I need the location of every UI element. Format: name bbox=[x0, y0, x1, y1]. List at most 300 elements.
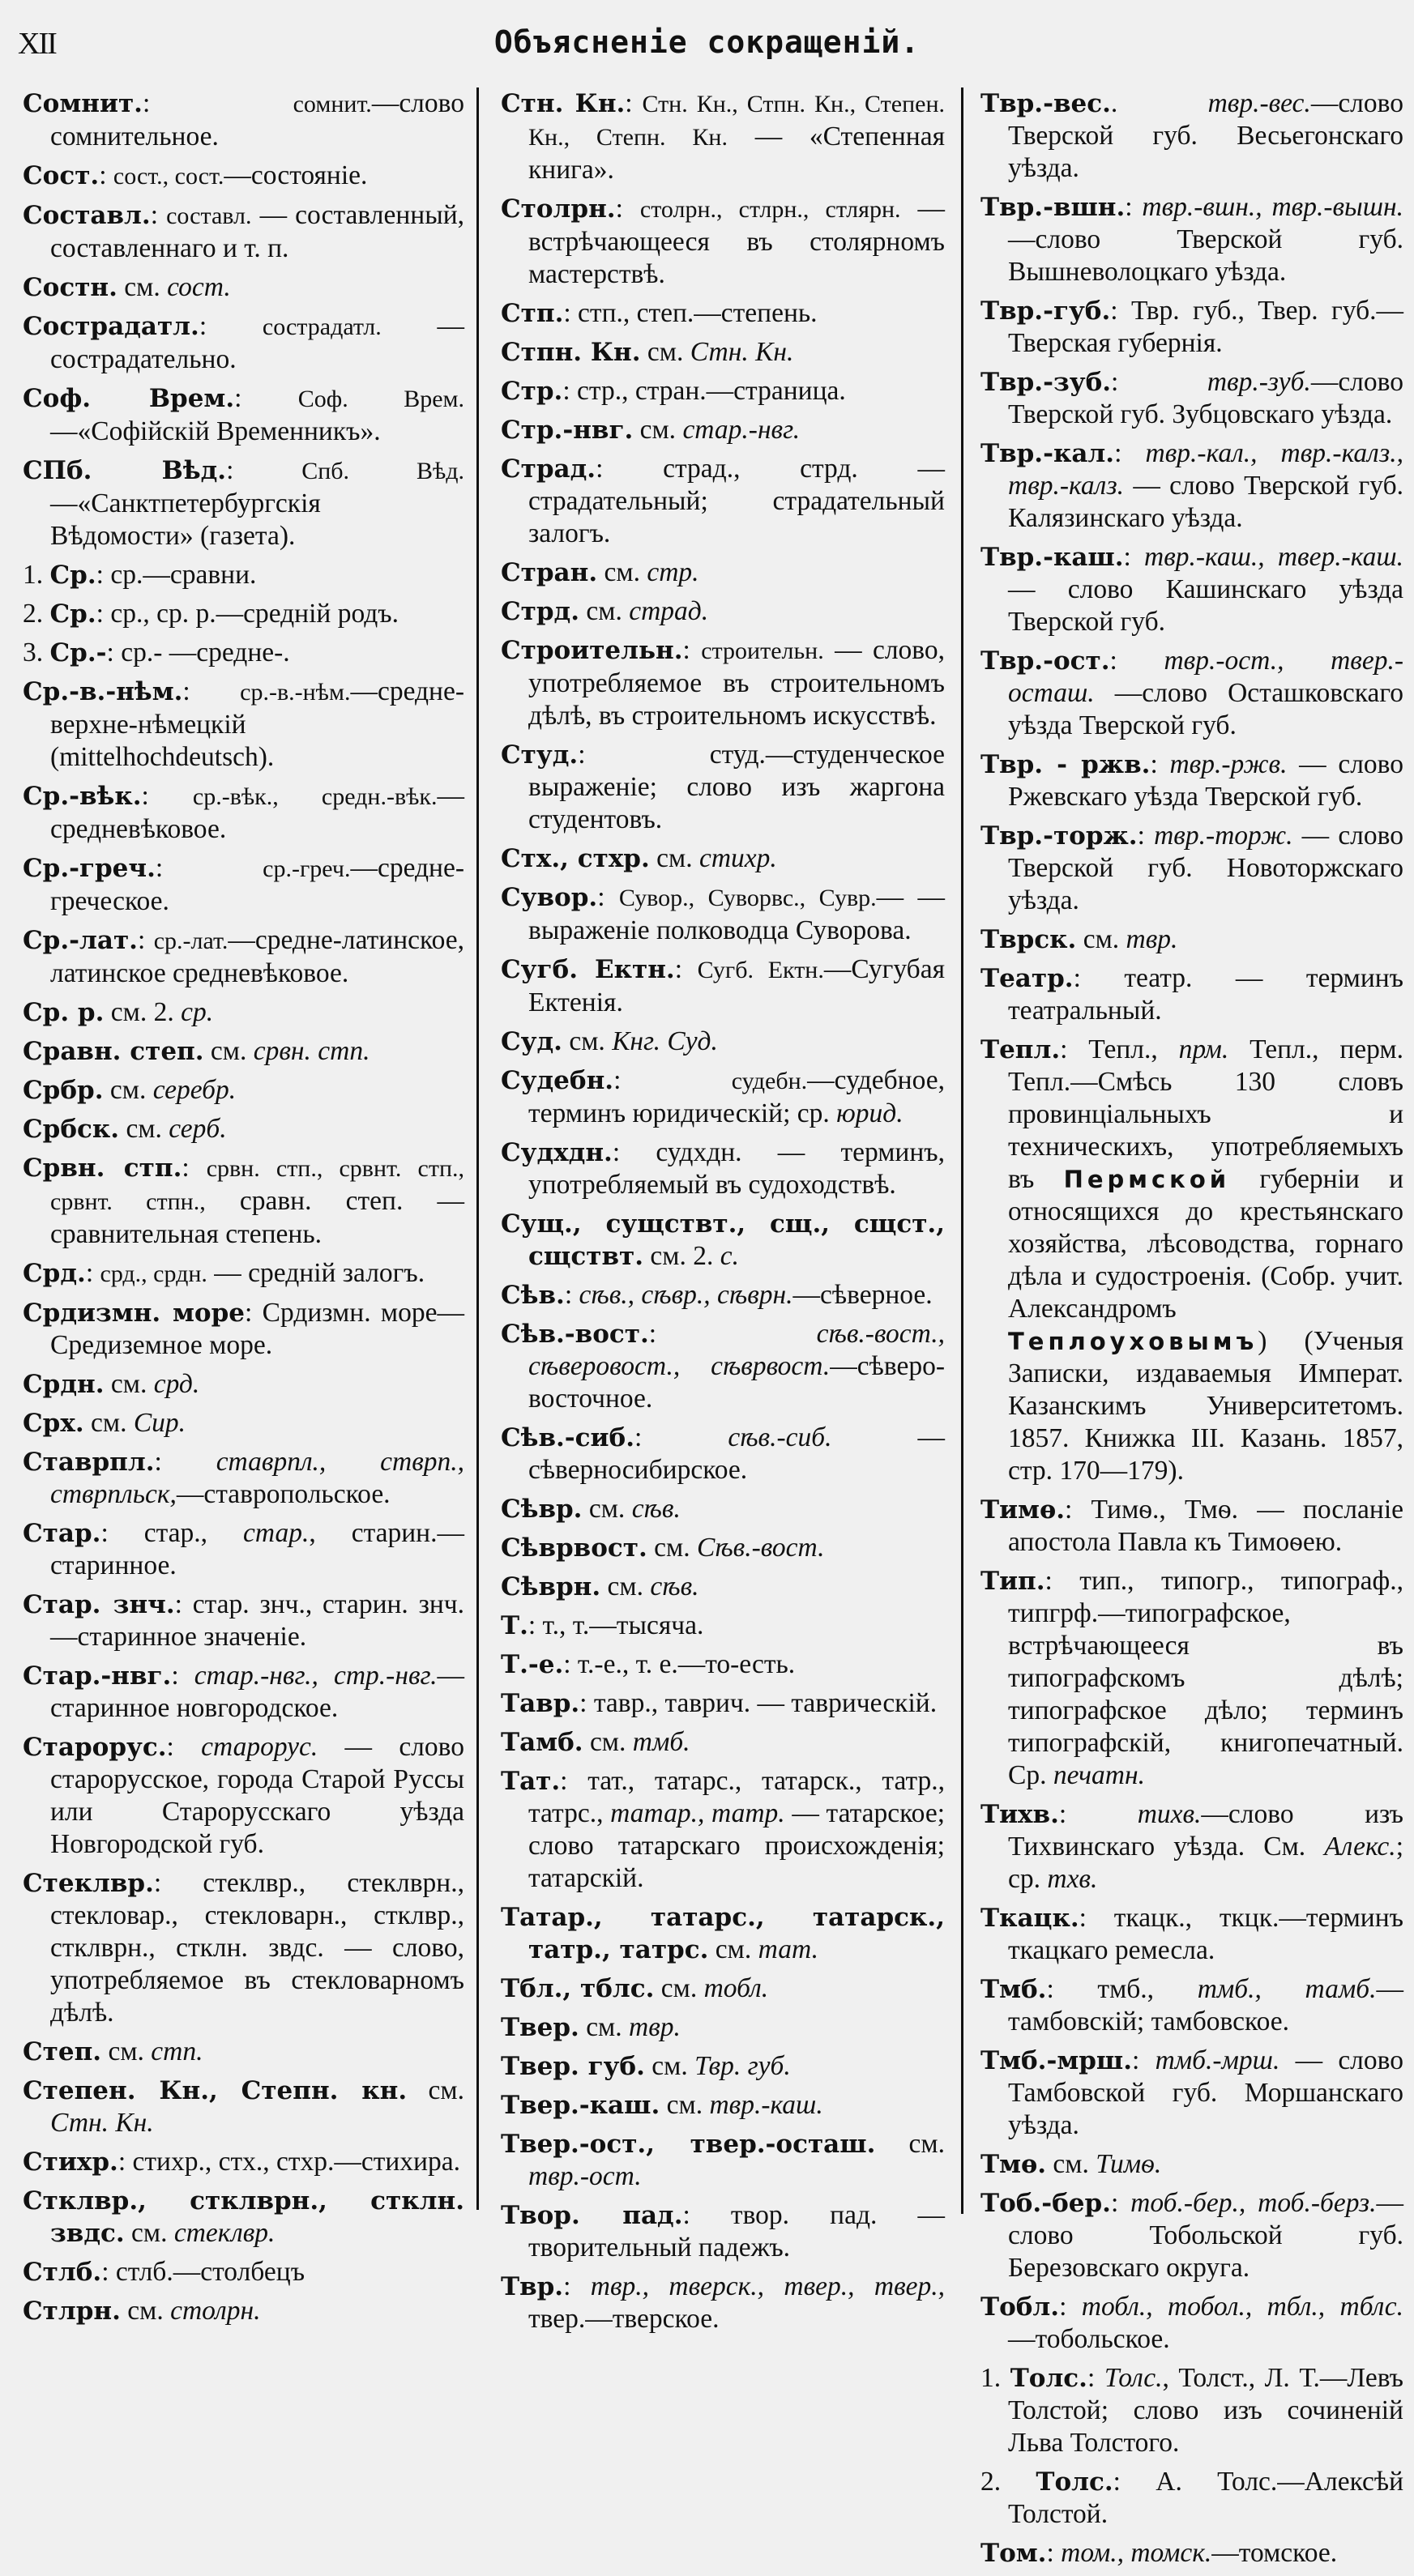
definition-text: —состояніе. bbox=[224, 160, 368, 190]
italic-reference: твр. bbox=[1126, 924, 1178, 954]
definition-text: см. bbox=[103, 1075, 153, 1105]
definition-text: — средній залогъ. bbox=[207, 1258, 425, 1288]
abbreviation-text: судебн. bbox=[731, 1068, 808, 1094]
italic-reference: тмб., тамб. bbox=[1197, 1974, 1377, 2004]
definition-text: : bbox=[597, 882, 619, 912]
definition-text: : тип., типогр., типограф., типгрф.—типографское, встрѣчающееся въ типографскомъ дѣлѣ; типографское дѣло; терминъ типографскій, книгопечатный. Ср. bbox=[1008, 1566, 1403, 1790]
abbreviation-text: ср.-лат. bbox=[153, 928, 229, 954]
headword: Сѣврвост. bbox=[501, 1533, 647, 1563]
spaced-emphasis: Теплоуховымъ bbox=[1008, 1328, 1258, 1355]
headword: Твр.-вес. bbox=[980, 89, 1111, 118]
italic-reference: Кнг. Суд. bbox=[612, 1026, 718, 1056]
dictionary-entry bbox=[23, 1517, 464, 1582]
definition-text: : страд., стрд. — страдательный; страдательный залогъ. bbox=[528, 454, 945, 548]
definition-text: : Тепл., bbox=[1060, 1034, 1179, 1064]
headword: Столрн. bbox=[501, 194, 616, 224]
definition-text: —сѣверо-восточное. bbox=[528, 1351, 945, 1414]
headword: Тат. bbox=[501, 1767, 561, 1796]
dictionary-entry bbox=[23, 1660, 464, 1725]
definition-text: — слово Тверской губ. Калязинскаго уѣзда. bbox=[1008, 471, 1403, 533]
headword: Срд. bbox=[23, 1259, 86, 1288]
headword: Тмѳ. bbox=[980, 2150, 1047, 2179]
dictionary-entry bbox=[23, 1867, 464, 2029]
headword: Сѣв.-сиб. bbox=[501, 1423, 635, 1452]
definition-text: см. bbox=[407, 2075, 465, 2105]
dictionary-entry bbox=[980, 2362, 1403, 2459]
italic-reference: твр.-ост., твер.-осташ. bbox=[1008, 646, 1403, 708]
definition-text: —слово Тверской губ. Зубцовскаго уѣзда. bbox=[1008, 367, 1403, 429]
headword: Твр. bbox=[501, 2272, 564, 2301]
definition-text: см. bbox=[708, 1934, 758, 1964]
dictionary-entry bbox=[501, 453, 945, 550]
headword: Стн. Кн. bbox=[501, 89, 626, 118]
headword: Ср. bbox=[49, 561, 96, 590]
italic-reference: с. bbox=[720, 1241, 739, 1271]
definition-text: , старин.—старинное. bbox=[50, 1518, 464, 1580]
definition-text: см. bbox=[562, 1026, 613, 1056]
headword: Твр.-зуб. bbox=[980, 368, 1112, 397]
dictionary-entry bbox=[980, 2466, 1403, 2531]
definition-text: Тепл., перм. Тепл.—Смѣсь 130 словъ провинціальныхъ и техническихъ, употребляемыхъ въ bbox=[1008, 1034, 1403, 1194]
definition-text: : ср.—сравни. bbox=[96, 560, 257, 590]
dictionary-entry bbox=[23, 1257, 464, 1290]
definition-text: : bbox=[1123, 542, 1145, 572]
definition-text: : bbox=[182, 1153, 207, 1183]
italic-reference: твр.-кал., твр.-калз., твр.-калз. bbox=[1008, 438, 1403, 501]
abbreviation-text: Сувор., Суворвс., Сувр. bbox=[618, 885, 877, 911]
headword: Тмб. bbox=[980, 1975, 1047, 2004]
dictionary-entry bbox=[980, 2537, 1403, 2570]
dictionary-entry bbox=[980, 437, 1403, 535]
dictionary-entry bbox=[501, 1571, 945, 1603]
definition-text: : bbox=[154, 1447, 216, 1477]
definition-text: см. 2. bbox=[643, 1241, 720, 1271]
headword: Суд. bbox=[501, 1027, 562, 1056]
dictionary-entry bbox=[980, 645, 1403, 742]
headword: Стп. bbox=[501, 299, 564, 328]
italic-reference: тат. bbox=[758, 1934, 818, 1964]
headword: Сост. bbox=[23, 161, 100, 190]
dictionary-entry bbox=[501, 1726, 945, 1759]
headword: Тимѳ. bbox=[980, 1495, 1066, 1525]
italic-reference: сѣв. bbox=[650, 1572, 699, 1601]
dictionary-entry bbox=[501, 881, 945, 947]
headword: Сѣвр. bbox=[501, 1495, 583, 1524]
definition-text: —«Санктпетербургскія Вѣдомости» (газета). bbox=[50, 488, 321, 551]
italic-reference: твр.-торж. bbox=[1154, 821, 1293, 851]
definition-text: 2. bbox=[23, 599, 50, 629]
dictionary-entry bbox=[23, 780, 464, 846]
headword: Стх., стхр. bbox=[501, 844, 650, 873]
headword: Стеклвр. bbox=[23, 1869, 154, 1898]
italic-reference: Тимѳ. bbox=[1096, 2149, 1162, 2179]
definition-text: : bbox=[99, 160, 113, 190]
headword: Срвн. стп. bbox=[23, 1154, 182, 1183]
headword: Степ. bbox=[23, 2037, 102, 2066]
dictionary-entry bbox=[23, 852, 464, 918]
italic-reference: стар.-нвг., стр.-нвг. bbox=[194, 1661, 438, 1691]
definition-text: : bbox=[1132, 2045, 1156, 2075]
definition-text: —Сугубая Ектенія. bbox=[528, 954, 946, 1017]
headword: Стран. bbox=[501, 558, 598, 587]
definition-text: —сѣверное. bbox=[792, 1280, 933, 1310]
definition-text: см. bbox=[124, 2218, 174, 2248]
headword: Тврск. bbox=[980, 925, 1077, 954]
definition-text: —встрѣчающееся въ столярномъ мастерствѣ. bbox=[528, 194, 945, 289]
definition-text: : bbox=[1125, 192, 1143, 222]
abbreviation-text: строительн. bbox=[701, 638, 824, 664]
page-title: Объясненіе сокращеній. bbox=[493, 24, 921, 60]
dictionary-entry bbox=[501, 1064, 945, 1130]
dictionary-entry bbox=[501, 1279, 945, 1311]
abbreviation-text: ср.-греч. bbox=[263, 855, 351, 882]
headword: Судебн. bbox=[501, 1066, 614, 1095]
definition-text: см. bbox=[117, 272, 168, 302]
dictionary-entry bbox=[501, 375, 945, 407]
dictionary-entry bbox=[980, 2045, 1403, 2142]
definition-text: см. bbox=[104, 1369, 154, 1399]
definition-text: см. 2. bbox=[104, 997, 182, 1027]
definition-text: — татарское; слово татарскаго происхожденія; татарскій. bbox=[528, 1798, 946, 1893]
definition-text: : тавр., таврич. — таврическій. bbox=[579, 1688, 938, 1718]
headword: Стар. bbox=[23, 1519, 101, 1548]
definition-text: см. bbox=[640, 337, 690, 367]
headword: Ср.-вѣк. bbox=[23, 782, 142, 811]
definition-text: : bbox=[141, 781, 193, 811]
definition-text: см. bbox=[120, 2296, 171, 2326]
definition-text: : bbox=[1150, 749, 1170, 779]
headword: Толс. bbox=[1036, 2467, 1113, 2497]
definition-text: —тобольское. bbox=[1008, 2324, 1170, 2354]
headword: Стар.-нвг. bbox=[23, 1661, 172, 1691]
headword: Стпн. Кн. bbox=[501, 338, 641, 367]
dictionary-entry bbox=[23, 271, 464, 304]
headword: Стклвр., стклврн., стклн. звдс. bbox=[23, 2186, 464, 2248]
italic-reference: Толс. bbox=[1104, 2363, 1163, 2393]
dictionary-entry bbox=[980, 87, 1403, 185]
italic-reference: твр.-вес. bbox=[1207, 88, 1311, 118]
dictionary-entry bbox=[501, 2050, 945, 2083]
abbreviation-text: Стн. Кн., Стпн. Кн., Степен. Кн., Степн. Кн. bbox=[528, 91, 945, 151]
definition-text: : bbox=[682, 635, 702, 665]
definition-text: см. bbox=[660, 2090, 710, 2120]
dictionary-entry bbox=[501, 953, 945, 1019]
definition-text: — слово, употребляемое въ строительномъ дѣлѣ, въ строительномъ искусствѣ. bbox=[528, 635, 945, 731]
italic-reference: тоб.-бер., тоб.-берз. bbox=[1130, 2188, 1377, 2218]
headword: Сѣврн. bbox=[501, 1572, 601, 1601]
definition-text: : bbox=[1137, 821, 1155, 851]
italic-reference: стар. bbox=[243, 1518, 310, 1548]
definition-text: : bbox=[226, 455, 302, 485]
headword: Твор. пад. bbox=[501, 2201, 683, 2230]
dictionary-entry bbox=[23, 87, 464, 153]
definition-text: : bbox=[625, 88, 643, 118]
italic-reference: печатн. bbox=[1053, 1760, 1145, 1790]
italic-reference: юрид. bbox=[836, 1098, 904, 1128]
headword: Стар. знч. bbox=[23, 1590, 175, 1619]
italic-reference: страд. bbox=[629, 596, 709, 626]
dictionary-entry bbox=[980, 2187, 1403, 2284]
dictionary-entry bbox=[23, 1407, 464, 1439]
dictionary-entry bbox=[980, 2148, 1403, 2181]
definition-text: : стеклвр., стеклврн., стекловар., стекловарн., стклвр., стклврн., стклн. звдс. — слово, употребляемое въ стекловарномъ дѣлѣ. bbox=[50, 1868, 464, 2028]
definition-text: 3. bbox=[23, 638, 50, 667]
definition-text: твер.—тверское. bbox=[528, 2304, 720, 2334]
column-1 bbox=[23, 87, 464, 2334]
dictionary-entry bbox=[23, 559, 464, 591]
definition-text: см. bbox=[600, 1572, 651, 1601]
abbreviation-text: составл. bbox=[166, 203, 252, 229]
headword: Стлб. bbox=[23, 2258, 102, 2287]
dictionary-entry bbox=[23, 454, 464, 552]
abbreviation-text: Соф. Врем. bbox=[297, 386, 464, 412]
dictionary-entry bbox=[501, 1026, 945, 1058]
dictionary-entry bbox=[980, 1494, 1403, 1559]
headword: Тобл. bbox=[980, 2292, 1060, 2322]
definition-text: : ср., ср. р.—средній родъ. bbox=[96, 599, 399, 629]
italic-reference: сѣв., сѣвр., сѣврн. bbox=[579, 1280, 793, 1310]
headword: Ср. р. bbox=[23, 998, 105, 1027]
dictionary-entry bbox=[501, 1137, 945, 1201]
definition-text: сравн. степ. —сравнительная степень. bbox=[50, 1186, 464, 1249]
italic-reference: твр. bbox=[629, 2012, 681, 2042]
headword: Србр. bbox=[23, 1076, 104, 1105]
definition-text: см. bbox=[1046, 2149, 1096, 2179]
definition-text: см. bbox=[101, 2036, 152, 2066]
definition-text: — слово Ржевскаго уѣзда Тверской губ. bbox=[1008, 749, 1403, 812]
dictionary-entry bbox=[501, 1610, 945, 1642]
italic-reference: Стн. Кн. bbox=[690, 337, 794, 367]
dictionary-entry bbox=[23, 2185, 464, 2250]
definition-text: : стар. знч., старин. знч.—старинное значеніе. bbox=[50, 1589, 464, 1652]
definition-text: : bbox=[142, 88, 293, 118]
definition-text: —слово Тверской губ. Весьегонскаго уѣзда. bbox=[1008, 88, 1403, 183]
dictionary-entry bbox=[501, 297, 945, 330]
dictionary-entry bbox=[23, 1589, 464, 1653]
column-divider bbox=[476, 87, 479, 2210]
italic-reference: Твр. губ. bbox=[694, 2051, 791, 2081]
definition-text: : bbox=[634, 1422, 728, 1452]
definition-text: —средне-греческое. bbox=[50, 853, 464, 916]
dictionary-entry bbox=[501, 2199, 945, 2264]
definition-text: — слово Тамбовской губ. Моршанскаго уѣзда. bbox=[1008, 2045, 1403, 2140]
dictionary-entry bbox=[23, 2295, 464, 2327]
headword: Соф. Врем. bbox=[23, 384, 235, 413]
definition-text: : bbox=[234, 383, 298, 413]
italic-reference: стеклвр. bbox=[173, 2218, 276, 2248]
definition-text: : стр., стран.—страница. bbox=[562, 376, 846, 406]
definition-text: : Срдизмн. море—Средиземное море. bbox=[50, 1298, 465, 1360]
definition-text: : тат., татарс., татарск., татр., татрс., bbox=[528, 1766, 945, 1828]
dictionary-entry bbox=[23, 160, 464, 193]
headword: Стр. bbox=[501, 377, 563, 406]
abbreviation-text: ср.-вѣк., средн.-вѣк. bbox=[192, 783, 438, 810]
dictionary-entry bbox=[980, 541, 1403, 638]
dictionary-entry bbox=[501, 1422, 945, 1486]
dictionary-entry bbox=[501, 1208, 945, 1273]
definition-text: —средневѣковое. bbox=[50, 781, 464, 844]
definition-text: — составленный, составленнаго и т. п. bbox=[50, 200, 464, 263]
definition-text: : bbox=[648, 1319, 817, 1349]
italic-reference: тихв. bbox=[1137, 1799, 1202, 1829]
italic-reference: сѣв.-вост., сѣверовост., сѣврвост. bbox=[528, 1319, 945, 1381]
dictionary-entry bbox=[501, 1493, 945, 1525]
dictionary-entry bbox=[980, 191, 1403, 288]
definition-text: см. bbox=[119, 1114, 169, 1144]
dictionary-entry bbox=[501, 1318, 945, 1415]
italic-reference: татар., татр. bbox=[610, 1798, 785, 1828]
dictionary-entry bbox=[501, 1765, 945, 1895]
dictionary-entry bbox=[501, 739, 945, 836]
italic-reference: твр.-ржв. bbox=[1169, 749, 1288, 779]
italic-reference: тмб.-мрш. bbox=[1155, 2045, 1280, 2075]
italic-reference: тхв. bbox=[1047, 1864, 1098, 1894]
dictionary-entry bbox=[23, 199, 464, 265]
definition-text: см. bbox=[875, 2129, 945, 2159]
abbreviation-text: столрн., стлрн., стлярн. bbox=[639, 196, 901, 223]
italic-reference: Сир. bbox=[133, 1408, 186, 1438]
headword: Твр.-ост. bbox=[980, 646, 1110, 676]
definition-text: — слово Кашинскаго уѣзда Тверской губ. bbox=[1008, 574, 1403, 637]
headword: Татар., татарс., татарск., татр., татрс. bbox=[501, 1903, 945, 1964]
definition-text: —слово Тверской губ. Вышневолоцкаго уѣзда. bbox=[1008, 224, 1403, 287]
dictionary-entry bbox=[980, 1034, 1403, 1487]
definition-text: . bbox=[1110, 88, 1208, 118]
dictionary-entry bbox=[980, 820, 1403, 917]
headword: Сѣв.-вост. bbox=[501, 1320, 649, 1349]
dictionary-entry bbox=[501, 1532, 945, 1564]
headword: Твер.-каш. bbox=[501, 2091, 660, 2120]
dictionary-entry bbox=[23, 1368, 464, 1401]
definition-text: — «Степенная книга». bbox=[528, 122, 945, 185]
italic-reference: твр.-ост. bbox=[528, 2161, 642, 2191]
italic-reference: твр.-каш. bbox=[709, 2090, 823, 2120]
headword: Стр.-нвг. bbox=[501, 416, 634, 445]
definition-text: : ткацк., ткцк.—терминъ ткацкаго ремесла. bbox=[1008, 1903, 1403, 1965]
dictionary-entry bbox=[23, 1446, 464, 1511]
italic-reference: твр.-каш., твер.-каш. bbox=[1144, 542, 1403, 572]
italic-reference: Сѣв.-вост. bbox=[696, 1533, 825, 1563]
dictionary-entry bbox=[23, 676, 464, 774]
definition-text: : bbox=[1109, 646, 1164, 676]
headword: Судхдн. bbox=[501, 1138, 613, 1167]
definition-text: см. bbox=[579, 2012, 630, 2042]
definition-text: см. bbox=[1076, 924, 1126, 954]
definition-text: : bbox=[182, 676, 241, 706]
dictionary-entry bbox=[501, 842, 945, 875]
abbreviation-text: Сугб. Ектн. bbox=[697, 957, 824, 983]
headword: Толс. bbox=[1010, 2364, 1087, 2393]
abbreviation-text: Спб. Вѣд. bbox=[301, 458, 465, 484]
dictionary-entry bbox=[501, 1648, 945, 1681]
headword: Т. bbox=[501, 1611, 528, 1640]
definition-text: : театр. — терминъ театральный. bbox=[1008, 963, 1403, 1026]
headword: Срдизмн. море bbox=[23, 1299, 245, 1328]
dictionary-entry bbox=[501, 557, 945, 589]
column-2 bbox=[501, 87, 945, 2342]
headword: СПб. Вѣд. bbox=[23, 456, 227, 485]
definition-text: : bbox=[1059, 2292, 1082, 2322]
headword: Твр.-кал. bbox=[980, 439, 1115, 468]
definition-text: : А. Толс.—Алексѣй Толстой. bbox=[1008, 2467, 1403, 2529]
definition-text: —слово Тобольской губ. Березовскаго округа. bbox=[1008, 2188, 1403, 2283]
definition-text: : судхдн. — терминъ, употребляемый въ судоходствѣ. bbox=[528, 1137, 945, 1200]
dictionary-entry bbox=[23, 382, 464, 448]
headword: Сомнит. bbox=[23, 89, 143, 118]
headword: Тамб. bbox=[501, 1728, 583, 1757]
dictionary-entry bbox=[980, 295, 1403, 360]
definition-text: : тмб., bbox=[1046, 1974, 1198, 2004]
definition-text: 1. bbox=[23, 560, 50, 590]
definition-text: : bbox=[1114, 438, 1146, 468]
headword: Стихр. bbox=[23, 2147, 118, 2177]
dictionary-entry bbox=[980, 2291, 1403, 2356]
definition-text: см. bbox=[597, 557, 647, 587]
definition-text: —судебное, терминъ юридическій; ср. bbox=[528, 1065, 945, 1128]
dictionary-entry bbox=[980, 1902, 1403, 1967]
dictionary-entry bbox=[501, 1901, 945, 1966]
definition-text: губерніи и относящихся до крестьянскаго хозяйства, лѣсоводства, горнаго дѣла и судостроенія. (Собр. учит. Александромъ bbox=[1008, 1164, 1403, 1324]
definition-text: см. bbox=[582, 1494, 632, 1524]
definition-text: : bbox=[1111, 367, 1207, 397]
dictionary-entry bbox=[980, 962, 1403, 1027]
definition-text: см. bbox=[644, 2051, 695, 2081]
definition-text: : bbox=[615, 194, 640, 224]
dictionary-entry bbox=[23, 598, 464, 630]
spaced-emphasis: Пермской bbox=[1063, 1166, 1231, 1193]
dictionary-entry bbox=[501, 336, 945, 369]
definition-text: : студ.—студенческое выраженіе; слово изъ жаргона студентовъ. bbox=[528, 740, 945, 834]
dictionary-entry bbox=[23, 2146, 464, 2178]
dictionary-entry bbox=[23, 1035, 464, 1068]
headword: Театр. bbox=[980, 964, 1074, 993]
headword: Твр.-каш. bbox=[980, 543, 1124, 572]
headword: Стлрн. bbox=[23, 2297, 121, 2326]
headword: Ср. bbox=[49, 599, 96, 629]
definition-text: : твор. пад. — творительный падежъ. bbox=[528, 2200, 945, 2263]
headword: Степен. Кн., Степн. кн. bbox=[23, 2076, 408, 2105]
definition-text: — слово Тверской губ. Новоторжскаго уѣзда. bbox=[1008, 821, 1403, 915]
italic-reference: сѣв.-сиб. bbox=[728, 1422, 832, 1452]
italic-reference: серб. bbox=[169, 1114, 227, 1144]
italic-reference: срд. bbox=[153, 1369, 200, 1399]
dictionary-entry bbox=[23, 2256, 464, 2288]
definition-text: см. bbox=[579, 596, 630, 626]
italic-reference: твр.-вшн., твр.-вышн. bbox=[1142, 192, 1403, 222]
abbreviation-text: сомнит. bbox=[293, 91, 372, 117]
definition-text: — сѣверносибирское. bbox=[528, 1422, 945, 1485]
definition-text: —томское. bbox=[1211, 2538, 1338, 2568]
italic-reference: тобл. bbox=[703, 1973, 769, 2003]
definition-text: —«Софійскій Временникъ». bbox=[50, 416, 381, 446]
headword: Строительн. bbox=[501, 636, 683, 665]
abbreviation-text: срвн. стп., срвнт. стп., срвнт. стпн., bbox=[50, 1155, 465, 1215]
headword: Србск. bbox=[23, 1115, 120, 1144]
dictionary-entry bbox=[501, 414, 945, 446]
definition-text: : bbox=[613, 1065, 732, 1095]
definition-text: —тамбовскій; тамбовское. bbox=[1008, 1974, 1403, 2036]
dictionary-entry bbox=[501, 634, 945, 732]
headword: Составл. bbox=[23, 201, 151, 230]
definition-text: : bbox=[1110, 2188, 1131, 2218]
italic-reference: столрн. bbox=[170, 2296, 261, 2326]
dictionary-entry bbox=[23, 2036, 464, 2068]
definition-text: см. bbox=[649, 843, 699, 873]
definition-text: —слово сомнительное. bbox=[50, 88, 464, 151]
dictionary-entry bbox=[23, 1152, 464, 1251]
headword: Ставрпл. bbox=[23, 1448, 155, 1477]
dictionary-entry bbox=[23, 1113, 464, 1145]
